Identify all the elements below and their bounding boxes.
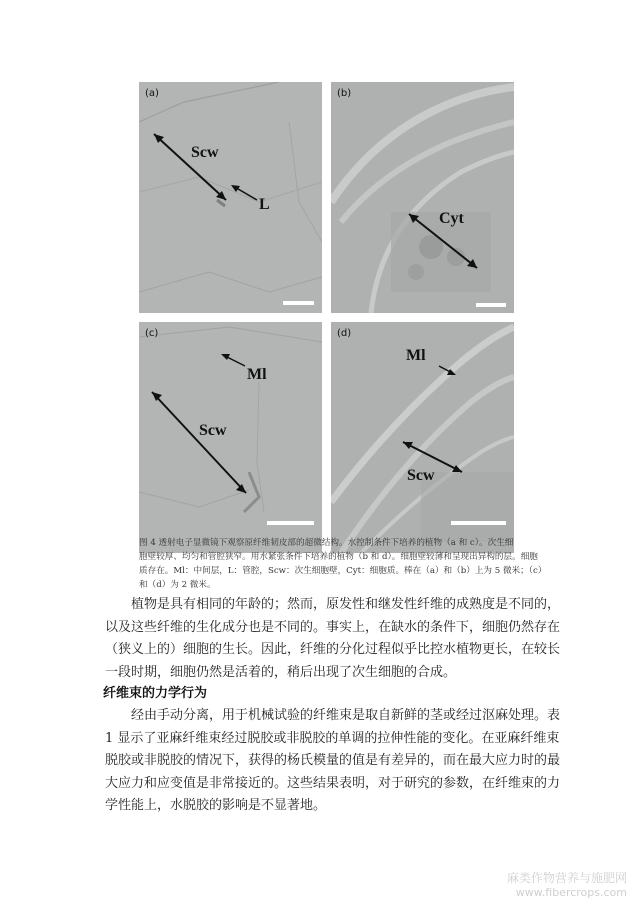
scale-bar-d <box>451 521 506 525</box>
label-l-a: L <box>259 196 270 213</box>
paragraph-line: 脱胶或非脱胶的情况下，获得的杨氏模量的值是有差异的，而在最大应力时的最 <box>105 753 561 768</box>
caption-line: 和（d）为 2 微米。 <box>139 580 216 590</box>
label-scw-d: Scw <box>407 467 435 484</box>
paragraph-line: 植物是具有相同的年龄的；然而，原发性和继发性纤维的成熟度是不同的， <box>131 597 561 612</box>
panel-letter-c: (c) <box>145 328 159 339</box>
section-heading: 纤维束的力学行为 <box>103 686 208 701</box>
paragraph-line: 大应力和应变值是非常接近的。这些结果表明，对于研究的参数，在纤维束的力 <box>105 775 561 791</box>
paragraph-line: 1 显示了亚麻纤维束经过脱胶或非脱胶的单调的拉伸性能的变化。在亚麻纤维束 <box>105 730 560 746</box>
body-paragraph-2 <box>105 705 561 818</box>
scale-bar-b <box>476 303 506 307</box>
label-ml-d: Ml <box>406 347 426 364</box>
scale-bar-c <box>267 521 314 525</box>
micrograph-panel-d <box>331 322 514 553</box>
micrograph-panel-c <box>139 322 322 553</box>
label-scw-c: Scw <box>199 422 227 439</box>
body-paragraph-1 <box>105 594 561 684</box>
paragraph-line: （狭义上的）细胞的生长。因此，纤维的分化过程似乎比控水植物更长，在较长 <box>105 642 561 657</box>
paragraph-line: 经由手动分离，用于机械试验的纤维束是取自新鲜的茎或经过沤麻处理。表 <box>131 708 561 723</box>
figure-caption <box>139 536 547 592</box>
panel-letter-b: (b) <box>337 88 352 99</box>
scale-bar-a <box>283 301 314 305</box>
micrograph-b-texture <box>331 82 514 313</box>
micrograph-panel-a <box>139 82 322 313</box>
panel-letter-d: (d) <box>337 328 352 339</box>
paragraph-line: 以及这些纤维的生化成分也是不同的。事实上，在缺水的条件下，细胞仍然存在 <box>105 619 561 635</box>
micrograph-c-texture <box>139 322 322 553</box>
panel-letter-a: (a) <box>145 88 159 99</box>
watermark-site-name: 麻类作物营养与施肥网 <box>506 871 627 885</box>
watermark-url: www.fibercrops.com <box>515 886 627 899</box>
label-cyt-b: Cyt <box>439 210 464 227</box>
label-ml-c: Ml <box>247 366 267 383</box>
label-scw-a: Scw <box>191 144 219 161</box>
caption-line: 图 4 透射电子显微镜下观察原纤维韧皮部的超微结构。水控制条件下培养的植物（a 和 c）。次生细 <box>139 538 514 548</box>
micrograph-a-texture <box>139 82 322 313</box>
caption-line: 质存在。Ml：中间层，L：管腔，Scw：次生细胞壁，Cyt：细胞质。棒在（a）和（b）上为 5 微米；（c） <box>139 566 547 576</box>
paragraph-line: 学性能上，水脱胶的影响是不显著地。 <box>105 798 327 813</box>
micrograph-panel-b <box>331 82 514 313</box>
caption-line: 胞壁较厚、均匀和管腔狭窄。用水紧张条件下培养的植物（b 和 d）。细胞壁较薄和呈现出异构的层。细胞 <box>139 552 538 562</box>
paragraph-line: 一段时期，细胞仍然是活着的，稍后出现了次生细胞的合成。 <box>105 664 457 680</box>
